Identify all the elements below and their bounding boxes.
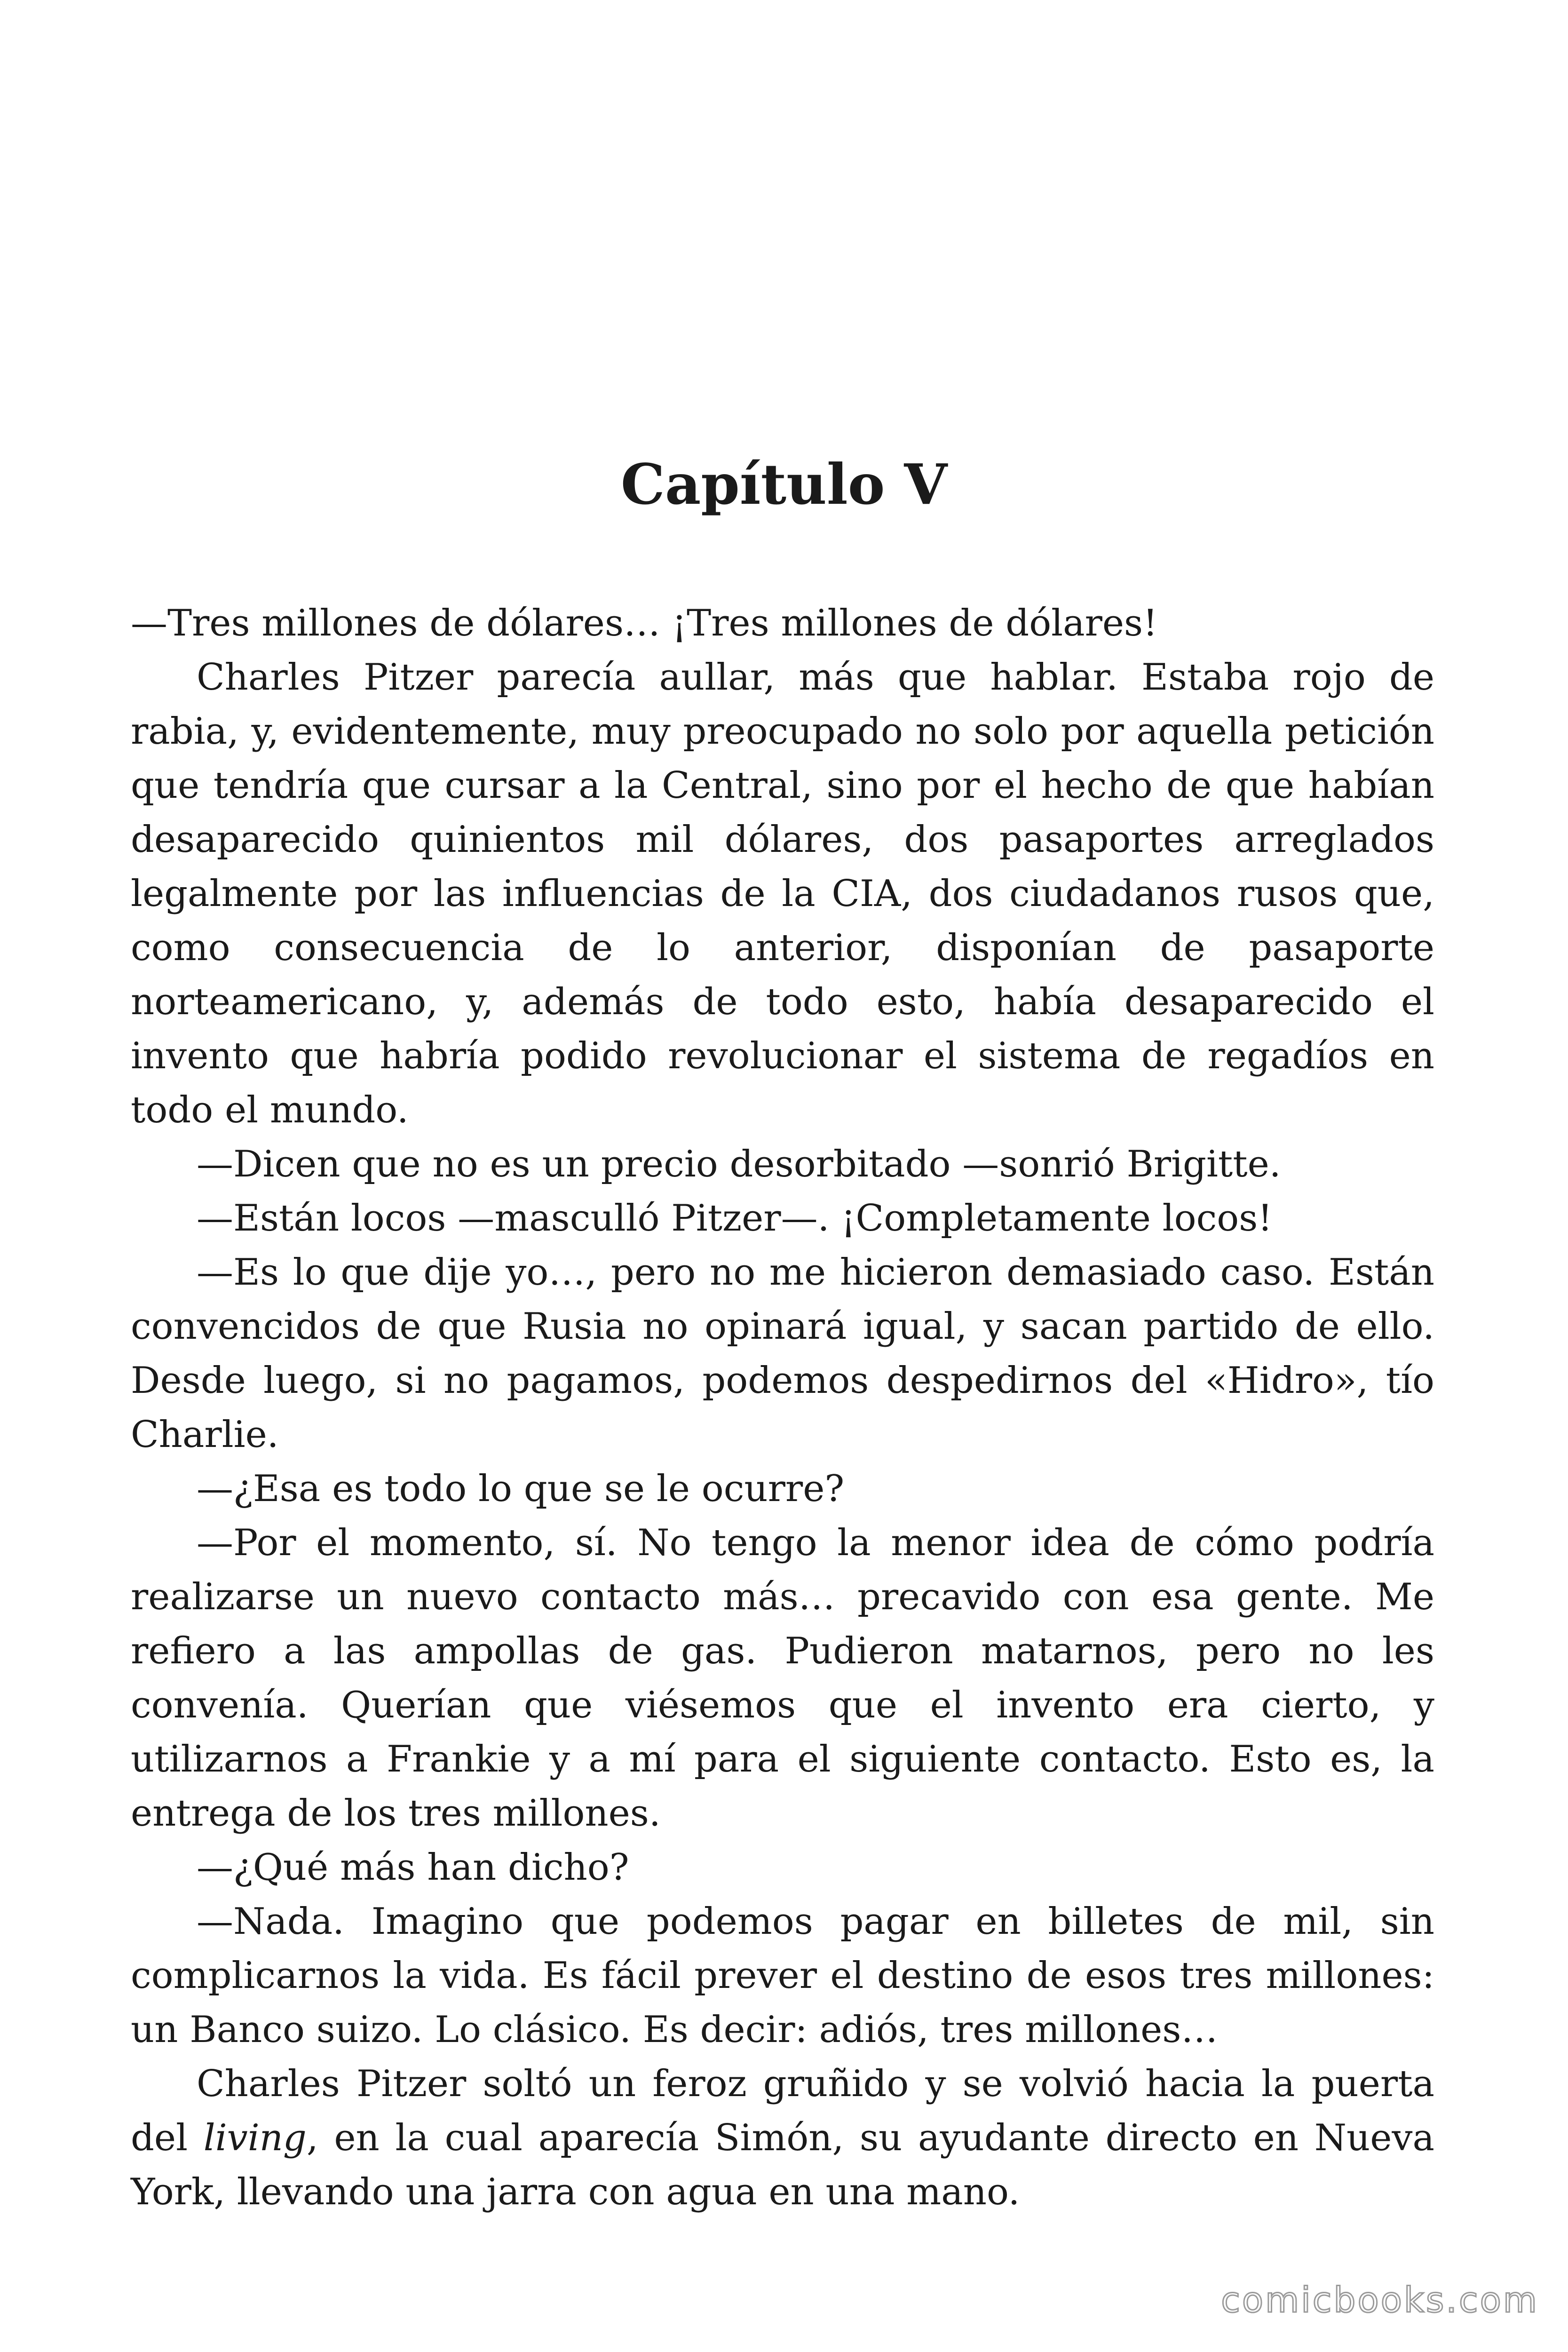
paragraph-last [131,2057,1434,2219]
paragraph-text: Charles Pitzer soltó un feroz gruñido y se volvió hacia la puerta del [131,2063,1434,2159]
paragraph: —Por el momento, sí. No tengo la menor idea de cómo podría realizarse un nuevo contacto más… precavido con esa gente. Me refiero a las ampollas de gas. Pudieron matarnos, pero no les convenía. Querían que viésemos que el invento era cierto, y utilizarnos a Frankie y a mí para el siguiente contacto. Esto es, la entrega de los tres millones. [131,1522,1434,1835]
chapter-body [131,596,1434,2219]
watermark-text: comicbooks.com [1221,2280,1539,2320]
paragraph: —¿Qué más han dicho? [197,1846,629,1889]
paragraph: —Nada. Imagino que podemos pagar en billetes de mil, sin complicarnos la vida. Es fácil prever el destino de esos tres millones: un Banco suizo. Lo clásico. Es decir: adiós, tres millones… [131,1900,1434,2051]
paragraph: —Es lo que dije yo…, pero no me hicieron demasiado caso. Están convencidos de que Rusia no opinará igual, y sacan partido de ello. Desde luego, si no pagamos, podemos despedirnos del «Hidro», tío Charlie. [131,1251,1434,1456]
paragraph-text: , en la cual aparecía Simón, su ayudante directo en Nueva York, llevando una jarra con agua en una mano. [131,2117,1434,2213]
paragraph: —¿Esa es todo lo que se le ocurre? [197,1468,845,1510]
paragraph: —Tres millones de dólares… ¡Tres millones de dólares! [131,602,1158,644]
paragraph: —Están locos —masculló Pitzer—. ¡Completamente locos! [197,1197,1273,1240]
paragraph: —Dicen que no es un precio desorbitado —sonrió Brigitte. [197,1143,1281,1185]
chapter-title: Capítulo V [620,452,948,517]
italic-word: living [203,2117,307,2159]
paragraph: Charles Pitzer parecía aullar, más que hablar. Estaba rojo de rabia, y, evidentemente, muy preocupado no solo por aquella petición que tendría que cursar a la Central, sino por el hecho de que habían desaparecido quinientos mil dólares, dos pasaportes arreglados legalmente por las influencias de la CIA, dos ciudadanos rusos que, como consecuencia de lo anterior, disponían de pasaporte norteamericano, y, además de todo esto, había desaparecido el invento que habría podido revolucionar el sistema de regadíos en todo el mundo. [131,656,1434,1131]
